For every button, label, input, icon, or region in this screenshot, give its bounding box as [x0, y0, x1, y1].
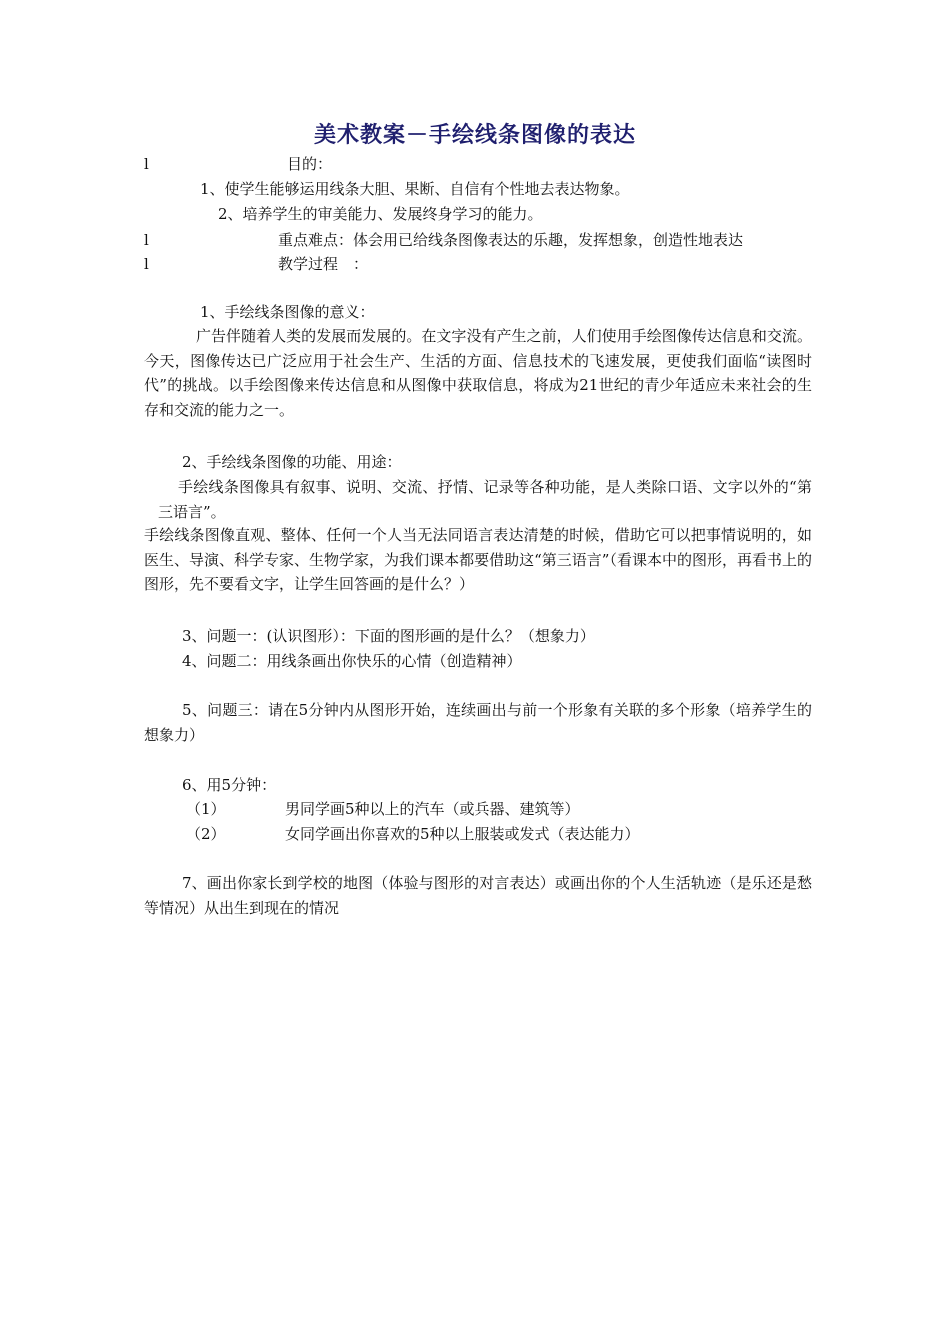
task-6-item-1-number: （1）	[186, 800, 226, 818]
objective-1: 1、使学生能够运用线条大胆、果断、自信有个性地去表达物象。	[200, 180, 630, 198]
objective-label: 目的：	[287, 155, 333, 173]
task-6-item-2: 女同学画出你喜欢的5种以上服装或发式（表达能力）	[285, 825, 640, 843]
bullet-marker: l	[144, 155, 149, 173]
task-6-heading: 6、用5分钟：	[182, 776, 277, 794]
question-2: 4、问题二：用线条画出你快乐的心情（创造精神）	[182, 652, 522, 670]
bullet-marker: l	[144, 255, 149, 273]
section-2-heading: 2、手绘线条图像的功能、用途：	[182, 453, 402, 471]
section-2-body-a: 手绘线条图像具有叙事、说明、交流、抒情、记录等各种功能，是人类除口语、文字以外的“第三语言”。	[158, 478, 812, 521]
bullet-marker: l	[144, 231, 149, 249]
section-1-body: 广告伴随着人类的发展而发展的。在文字没有产生之前，人们使用手绘图像传达信息和交流。今天，图像传达已广泛应用于社会生产、生活的方面、信息技术的飞速发展，更使我们面临“读图时代”的挑战。以手绘图像来传达信息和从图像中获取信息，将成为21世纪的青少年适应未来社会的生存和交流的能力之一。	[144, 327, 812, 419]
task-7: 7、画出你家长到学校的地图（体验与图形的对言表达）或画出你的个人生活轨迹（是乐还是愁等情况）从出生到现在的情况	[144, 874, 812, 917]
question-3: 5、问题三：请在5分钟内从图形开始，连续画出与前一个形象有关联的多个形象（培养学生的想象力）	[144, 701, 812, 744]
objective-2: 2、培养学生的审美能力、发展终身学习的能力。	[218, 205, 543, 223]
section-2-body-b: 手绘线条图像直观、整体、任何一个人当无法同语言表达清楚的时候，借助它可以把事情说明的，如医生、导演、科学专家、生物学家，为我们课本都要借助这“第三语言”（看课本中的图形，再看书上的图形，先不要看文字，让学生回答画的是什么？）	[144, 526, 812, 593]
task-6-item-1: 男同学画5种以上的汽车（或兵器、建筑等）	[285, 800, 580, 818]
key-points: 重点难点：体会用已给线条图像表达的乐趣，发挥想象，创造性地表达	[278, 231, 744, 249]
process-label: 教学过程 ：	[278, 255, 369, 273]
document-title: 美术教案－手绘线条图像的表达	[313, 123, 636, 148]
task-6-item-2-number: （2）	[186, 825, 226, 843]
question-1: 3、问题一：(认识图形）：下面的图形画的是什么？（想象力）	[182, 627, 595, 645]
section-1-heading: 1、手绘线条图像的意义：	[200, 303, 375, 321]
